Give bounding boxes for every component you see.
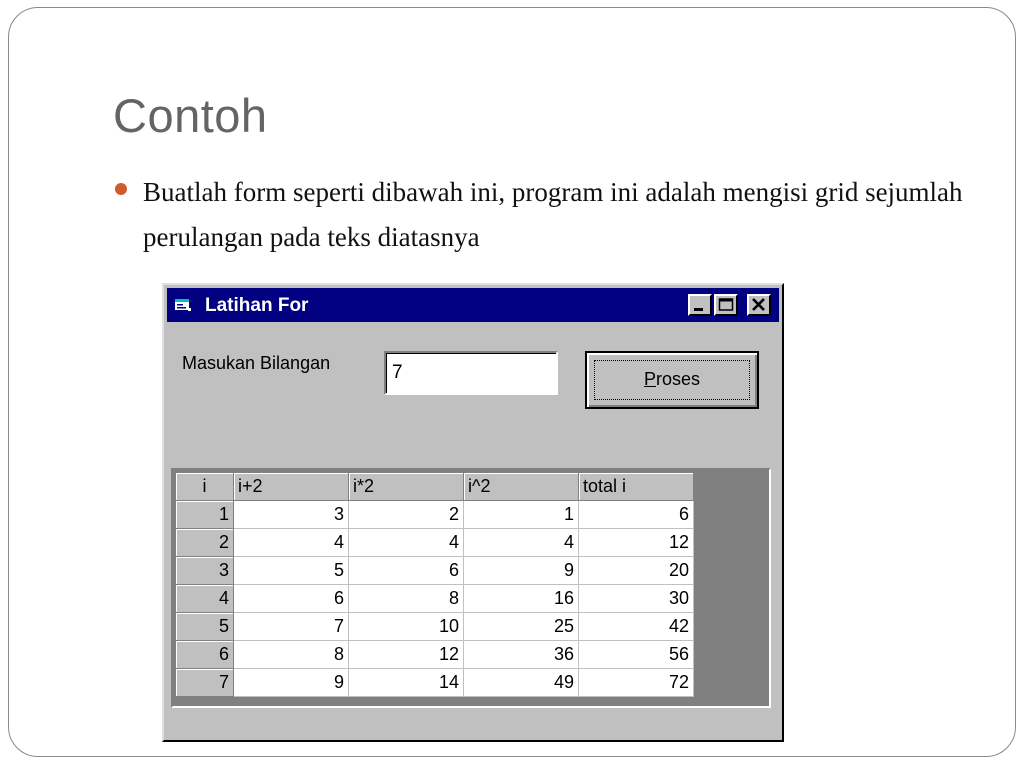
table-row [176,557,694,585]
row-header[interactable]: 3 [176,557,234,585]
grid-cell[interactable]: 20 [579,557,694,585]
row-header[interactable]: 5 [176,613,234,641]
window-titlebar[interactable] [167,288,779,322]
bilangan-label: Masukan Bilangan [182,353,331,373]
row-header[interactable]: 1 [176,501,234,529]
grid-cell[interactable]: 6 [579,501,694,529]
grid-cell[interactable]: 4 [464,529,579,557]
window-title: Latihan For [205,295,309,316]
grid-cell[interactable]: 56 [579,641,694,669]
proses-button-label: Proses [643,369,701,389]
grid-cell[interactable]: 12 [579,529,694,557]
grid-cell[interactable]: 36 [464,641,579,669]
row-header[interactable]: 2 [176,529,234,557]
grid-cell[interactable]: 2 [349,501,464,529]
table-row [176,501,694,529]
grid-cell[interactable]: 72 [579,669,694,697]
grid-cell[interactable]: 16 [464,585,579,613]
minimize-button[interactable] [688,294,712,316]
column-header[interactable]: i [176,473,234,501]
grid-cell[interactable]: 42 [579,613,694,641]
table-row [176,641,694,669]
proses-button[interactable] [585,351,759,409]
table-row [176,529,694,557]
table-row [176,585,694,613]
data-grid[interactable] [171,468,771,708]
grid-cell[interactable]: 3 [234,501,349,529]
bullet-text: Buatlah form seperti dibawah ini, program ini adalah mengisi grid sejumlah perulangan pada teks diatasnya [143,177,963,252]
grid-cell[interactable]: 30 [579,585,694,613]
close-button[interactable] [747,294,771,316]
bilangan-input[interactable] [384,351,558,395]
grid-cell[interactable]: 4 [349,529,464,557]
column-header[interactable]: total i [579,473,694,501]
table-row [176,613,694,641]
column-header[interactable]: i^2 [464,473,579,501]
grid-cell[interactable]: 7 [234,613,349,641]
slide-title: Contoh [113,89,268,142]
table-row [176,669,694,697]
grid-cell[interactable]: 1 [464,501,579,529]
grid-cell[interactable]: 14 [349,669,464,697]
row-header[interactable]: 7 [176,669,234,697]
close-icon [749,296,769,314]
form-icon [175,298,191,312]
maximize-icon [716,296,736,314]
grid-table [175,472,694,697]
grid-cell[interactable]: 25 [464,613,579,641]
grid-cell[interactable]: 9 [234,669,349,697]
column-header[interactable]: i*2 [349,473,464,501]
row-header[interactable]: 6 [176,641,234,669]
minimize-icon [690,296,710,314]
bullet-dot-icon [115,183,127,195]
grid-cell[interactable]: 49 [464,669,579,697]
grid-cell[interactable]: 9 [464,557,579,585]
column-header[interactable]: i+2 [234,473,349,501]
row-header[interactable]: 4 [176,585,234,613]
grid-cell[interactable]: 6 [349,557,464,585]
maximize-button[interactable] [714,294,738,316]
grid-cell[interactable]: 12 [349,641,464,669]
grid-cell[interactable]: 8 [234,641,349,669]
grid-header-row [176,473,694,501]
grid-cell[interactable]: 6 [234,585,349,613]
grid-cell[interactable]: 4 [234,529,349,557]
grid-cell[interactable]: 8 [349,585,464,613]
grid-cell[interactable]: 10 [349,613,464,641]
latihan-for-window [162,283,784,742]
grid-cell[interactable]: 5 [234,557,349,585]
